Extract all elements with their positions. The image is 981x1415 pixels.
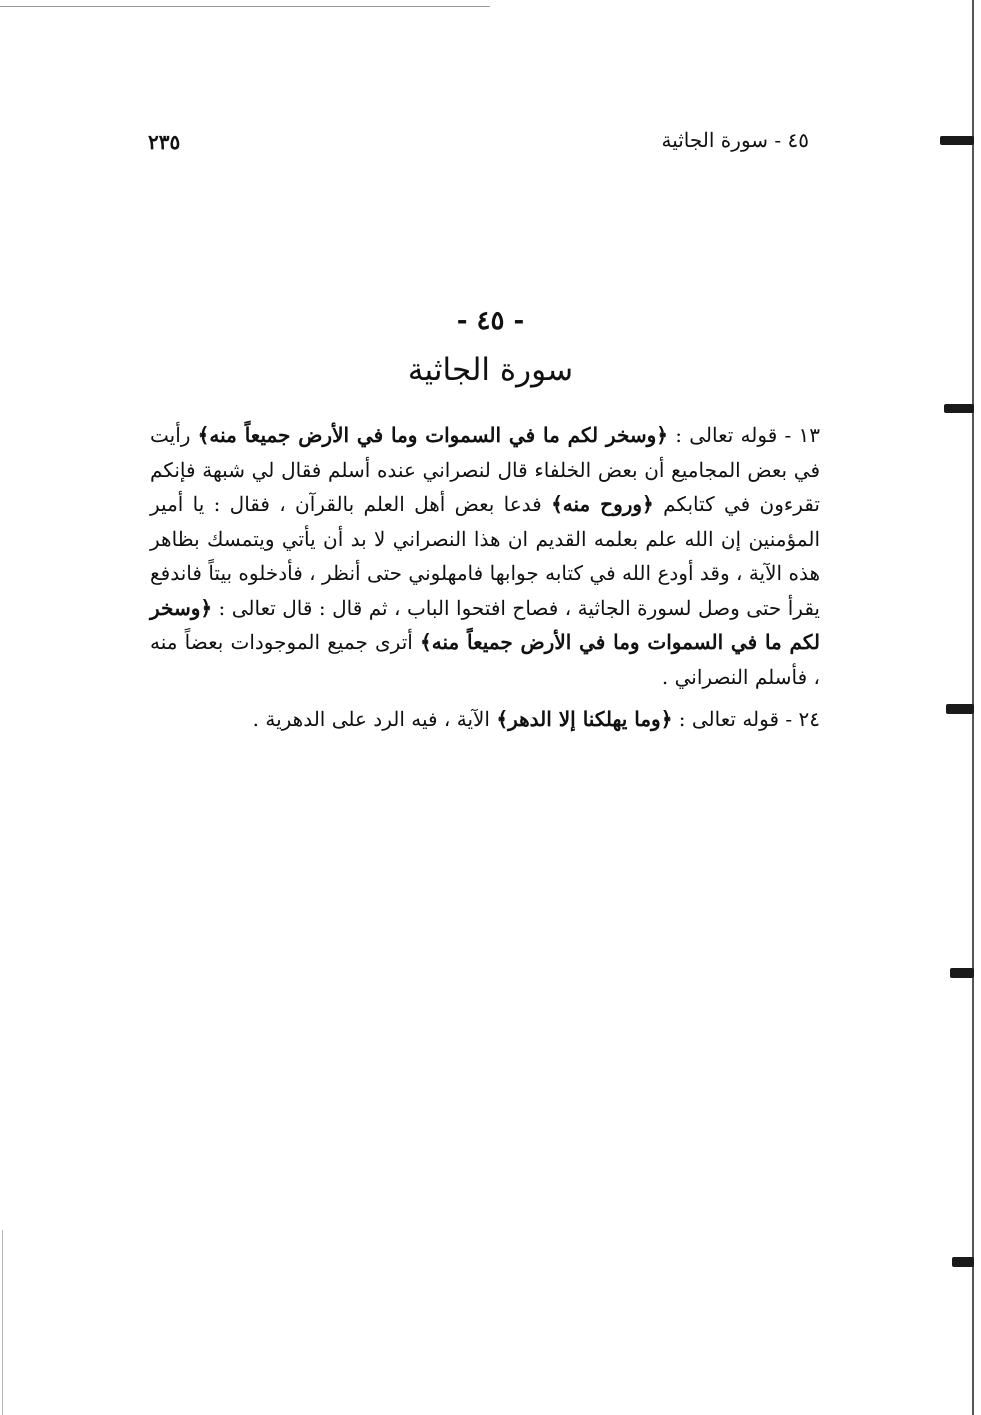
commentary-paragraph-verse-13 — [150, 418, 820, 694]
quran-quote: ﴿وسخر لكم ما في السموات وما في الأرض جميعاً منه﴾ — [150, 595, 820, 654]
scan-top-line — [0, 6, 490, 7]
commentary-text: أترى جميع الموجودات بعضاً منه ، فأسلم النصراني . — [150, 630, 820, 689]
binding-mark — [940, 136, 974, 145]
binding-mark — [946, 704, 974, 714]
quran-quote: ﴿وما يهلكنا إلا الدهر﴾ — [496, 707, 673, 731]
sura-title: سورة الجاثية — [407, 352, 574, 388]
commentary-body — [150, 418, 820, 737]
sura-number: - ٤٥ - — [456, 306, 525, 336]
commentary-text: الآية ، فيه الرد على الدهرية . — [252, 707, 497, 731]
running-head: ٤٥ - سورة الجاثية — [661, 128, 809, 152]
commentary-paragraph-verse-24 — [150, 702, 820, 737]
binding-mark — [952, 1257, 974, 1267]
scan-left-edge — [2, 1230, 3, 1415]
commentary-text: فدعا بعض أهل العلم بالقرآن ، فقال : يا أمير المؤمنين إن الله علم بعلمه القديم ان هذا النصراني لا بد أن يأتي ويتمسك بظاهر هذه الآية ، وقد أودع الله في كتابه جوابها فامهلوني حتى أنظر ، فأدخلوه بيتاً فاندفع يقرأ حتى وصل لسورة الجاثية ، فصاح افتحوا الباب ، ثم قال : قال تعالى : — [150, 492, 820, 620]
binding-mark — [944, 404, 974, 413]
quran-quote: ﴿وسخر لكم ما في السموات وما في الأرض جميعاً منه﴾ — [197, 423, 669, 447]
binding-mark — [950, 968, 974, 978]
commentary-text: رأيت في بعض المجاميع أن بعض الخلفاء قال لنصراني عنده أسلم فقال لي شبهة فإنكم تقرءون في كتابكم — [150, 423, 820, 516]
verse-reference: ٢٤ - قوله تعالى : — [672, 707, 820, 731]
quran-quote: ﴿وروح منه﴾ — [551, 492, 654, 516]
verse-reference: ١٣ - قوله تعالى : — [668, 423, 820, 447]
page-number: ٢٣٥ — [148, 130, 181, 154]
